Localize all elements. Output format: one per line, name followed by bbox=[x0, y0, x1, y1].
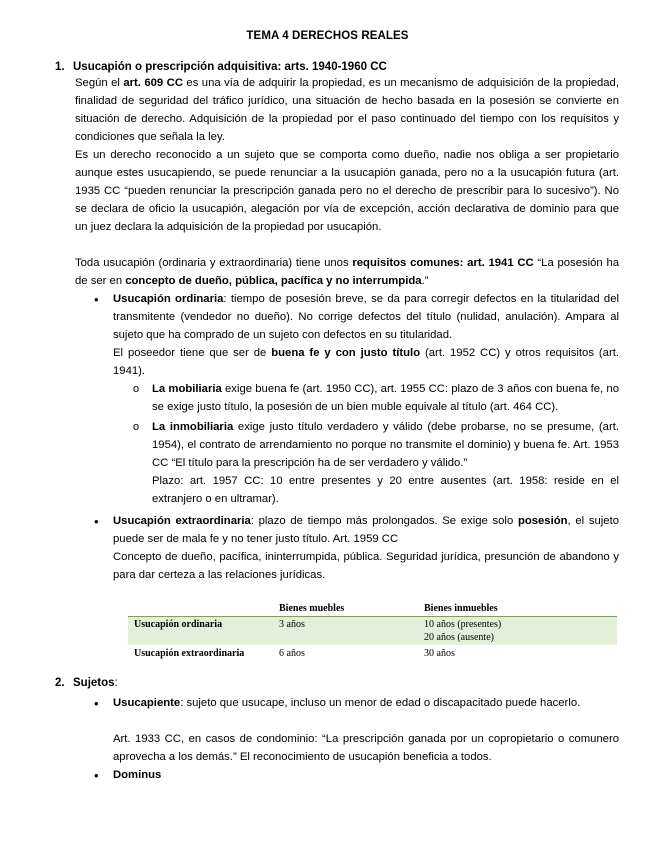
ref-art-609: art. 609 CC bbox=[123, 77, 183, 89]
section-2-number: 2. bbox=[55, 677, 65, 689]
plazos-table bbox=[128, 601, 617, 661]
sub-item-inmobiliaria-plazo: Plazo: art. 1957 CC: 10 entre presentes y 20 entre ausentes (art. 1958: reside en el extranjero o en ultramar). bbox=[152, 475, 619, 505]
bullet-icon: • bbox=[94, 292, 99, 307]
bullet-icon: • bbox=[94, 514, 99, 529]
list-item-usucapiente: Usucapiente: sujeto que usucape, incluso un menor de edad o discapacitado puede hacerlo. bbox=[113, 697, 581, 709]
table-cell: 3 años bbox=[273, 617, 418, 646]
section-2-title: Sujetos bbox=[73, 677, 115, 689]
bullet-icon: • bbox=[94, 768, 99, 783]
section-1-number: 1. bbox=[55, 61, 65, 73]
table-header-cell: Bienes inmuebles bbox=[418, 601, 617, 617]
table-cell: Usucapión extraordinaria bbox=[128, 646, 273, 662]
bullet-icon: • bbox=[94, 696, 99, 711]
list-item-ordinaria-requisitos: El poseedor tiene que ser de buena fe y con justo título (art. 1952 CC) y otros requisitos (art. 1941). bbox=[113, 347, 619, 377]
circle-bullet-icon: o bbox=[133, 421, 140, 433]
table-header-cell: Bienes muebles bbox=[273, 601, 418, 617]
circle-bullet-icon: o bbox=[133, 383, 140, 395]
paragraph-definicion: Según el art. 609 CC es una vía de adquirir la propiedad, es un mecanismo de adquisición de la propiedad, finalidad de seguridad del tráfico jurídico, una situación de hecho basada en la posesión se convierte en situación de derecho. Adquisición de la propiedad por el paso continuado del tiempo con los requisitos y condiciones que señala la ley. bbox=[75, 77, 619, 143]
table-header-cell bbox=[128, 601, 273, 617]
table-row bbox=[128, 617, 617, 646]
table-cell: 6 años bbox=[273, 646, 418, 662]
paragraph-renuncia: Es un derecho reconocido a un sujeto que se comporta como dueño, nadie nos obliga a ser propietario aunque estes usucapiendo, se puede renunciar a la usucapión ganada, pero no a la usucapión futura (art. 1935 CC “pueden renunciar la prescripción ganada pero no el derecho de prescribir para lo sucesivo”). No se declara de oficio la usucapión, alegación por vía de excepción, acción declarativa de dominio para que un juez declara la adquisición de la propiedad por usucapión. bbox=[75, 149, 619, 233]
section-1-title: Usucapión o prescripción adquisitiva: arts. 1940-1960 CC bbox=[73, 61, 387, 73]
list-item-dominus: Dominus bbox=[113, 769, 162, 781]
table-cell: 30 años bbox=[418, 646, 617, 662]
table-cell: 10 años (presentes) 20 años (ausente) bbox=[418, 617, 617, 646]
list-item-extraordinaria: Usucapión extraordinaria: plazo de tiempo más prolongados. Se exige solo posesión, el sujeto puede ser de mala fe y no tener justo título. Art. 1959 CC bbox=[113, 515, 620, 545]
section-2-heading: 2. Sujetos: bbox=[55, 677, 118, 689]
list-item-extraordinaria-fundamento: Concepto de dueño, pacífica, ininterrumpida, pública. Seguridad jurídica, presunción de abandono y para dar certeza a las relaciones jurídicas. bbox=[113, 551, 619, 581]
table-cell: Usucapión ordinaria bbox=[128, 617, 273, 646]
table-header-row bbox=[128, 601, 617, 617]
table-row bbox=[128, 646, 617, 662]
paragraph-requisitos: Toda usucapión (ordinaria y extraordinaria) tiene unos requisitos comunes: art. 1941 CC “La posesión ha de ser en concepto de dueño, pública, pacífica y no interrumpida.” bbox=[75, 257, 620, 287]
section-1-heading bbox=[55, 61, 615, 73]
page-title: TEMA 4 DERECHOS REALES bbox=[246, 30, 409, 42]
sub-item-mobiliaria: La mobiliaria exige buena fe (art. 1950 CC), art. 1955 CC: plazo de 3 años con buena fe, no se exige justo título, la posesión de un bien muble equivale al título (art. 464 CC). bbox=[152, 383, 619, 413]
list-item-condominio: Art. 1933 CC, en casos de condominio: “La prescripción ganada por un copropietario o comunero aprovecha a los demás.” El reconocimiento de usucapión beneficia a todos. bbox=[113, 733, 619, 763]
list-item-ordinaria: Usucapión ordinaria: tiempo de posesión breve, se da para corregir defectos en la titularidad del transmitente (vendedor no dueño). No corrige defectos del título (nulidad, anulación). Ampara al sujeto que ha comprado de un sujeto con defectos en su titularidad. bbox=[113, 293, 619, 341]
sub-item-inmobiliaria: La inmobiliaria exige justo título verdadero y válido (debe probarse, no se presume, (art. 1954), el contrato de arrendamiento no porque no transmite el dominio) y buena fe. Art. 1953 CC “El título para la prescripción ha de ser verdadero y válido.” bbox=[152, 421, 619, 469]
